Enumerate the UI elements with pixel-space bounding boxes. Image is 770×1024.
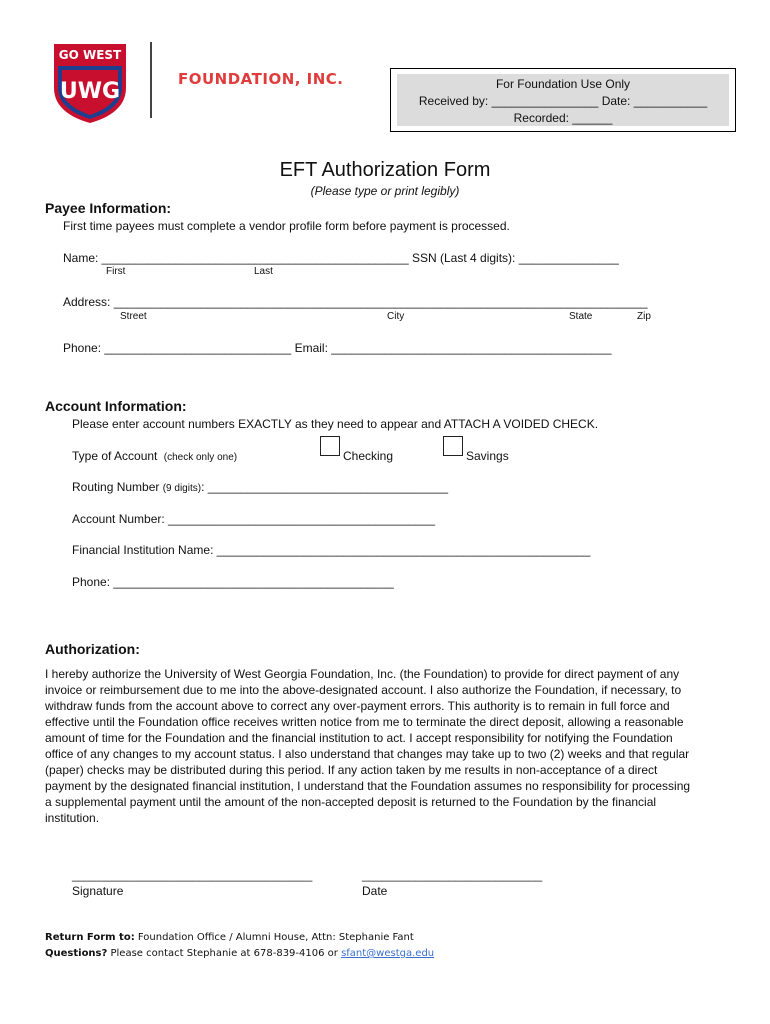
questions-label: Questions?	[45, 948, 108, 959]
account-heading: Account Information:	[45, 398, 187, 414]
date-line[interactable]: ___________________________	[362, 868, 543, 882]
payee-note: First time payees must complete a vendor profile form before payment is processed.	[63, 219, 510, 233]
checking-label: Checking	[343, 449, 394, 463]
questions-line	[45, 948, 434, 959]
office-use-box	[390, 68, 736, 132]
questions-text: Please contact Stephanie at 678-839-4106 or	[107, 948, 342, 959]
state-label: State	[569, 311, 593, 322]
uwg-shield-icon	[52, 42, 128, 124]
authorization-text: I hereby authorize the University of West Georgia Foundation, Inc. (the Foundation) to provide for direct payment of any invoice or reimbursement due to me into the above-designated account. I also authorize the Foundation, if necessary, to withdraw funds from the account above to correct any over-payment errors. This authority is to remain in full force and effective until the Foundation office receives written notice from me to terminate the direct deposit, allowing a reasonable amount of time for the Foundation and the financial institution to act. I accept responsibility for notifying the Foundation office of any changes to my account status. I also understand that changes may take up to two (2) weeks and that regular (paper) checks may be distributed during this period. If any action taken by me results in non-acceptance of a direct payment by the designated financial institution, I understand that the Foundation assumes no responsibility for processing a supplemental payment until the amount of the non-accepted deposit is returned to the Foundation by the financial institution.	[45, 667, 691, 825]
routing-hint: (9 digits)	[162, 483, 202, 494]
logo-top-text: GO WEST	[58, 48, 122, 62]
street-label: Street	[120, 311, 147, 322]
account-number-field[interactable]: Account Number: ________________________________________	[72, 512, 435, 526]
signature-line[interactable]: ____________________________________	[72, 868, 313, 882]
contact-email-link[interactable]: sfant@westga.edu	[341, 948, 435, 959]
checking-checkbox[interactable]	[320, 436, 340, 456]
return-form-line	[45, 932, 414, 943]
address-field[interactable]: Address: ________________________________________________________________________________	[63, 295, 648, 309]
savings-label: Savings	[466, 449, 509, 463]
office-received-line: Received by: ________________ Date: ___________	[418, 94, 708, 108]
date-label: Date	[362, 884, 388, 898]
payee-heading: Payee Information:	[45, 200, 172, 216]
signature-label: Signature	[72, 884, 124, 898]
institution-phone-field[interactable]: Phone: __________________________________________	[72, 575, 394, 589]
office-use-title: For Foundation Use Only	[495, 77, 631, 91]
office-recorded-line: Recorded: ______	[513, 111, 613, 125]
header-divider	[150, 42, 152, 118]
uwg-logo	[52, 42, 128, 124]
account-type-hint: (check only one)	[163, 452, 238, 463]
routing-number-field[interactable]: Routing Number (9 digits): ____________________________________	[72, 480, 449, 494]
form-title: EFT Authorization Form	[279, 159, 491, 181]
zip-label: Zip	[637, 311, 651, 322]
first-name-label: First	[106, 266, 126, 277]
account-note: Please enter account numbers EXACTLY as they need to appear and ATTACH A VOIDED CHECK.	[72, 417, 599, 431]
city-label: City	[387, 311, 405, 322]
logo-main-text: UWG	[59, 79, 121, 104]
return-label: Return Form to:	[45, 932, 135, 943]
authorization-heading: Authorization:	[45, 641, 140, 657]
account-type-label: Type of Account (check only one)	[72, 449, 238, 463]
return-text: Foundation Office / Alumni House, Attn: Stephanie Fant	[134, 932, 414, 943]
organization-name: FOUNDATION, INC.	[178, 70, 344, 88]
name-ssn-field[interactable]: Name: ______________________________________________ SSN (Last 4 digits): _______________	[63, 251, 619, 265]
savings-checkbox[interactable]	[443, 436, 463, 456]
form-subtitle: (Please type or print legibly)	[310, 184, 460, 198]
last-name-label: Last	[254, 266, 273, 277]
institution-name-field[interactable]: Financial Institution Name: ________________________________________________________	[72, 543, 591, 557]
phone-email-field[interactable]: Phone: ____________________________ Email: __________________________________________	[63, 341, 612, 355]
